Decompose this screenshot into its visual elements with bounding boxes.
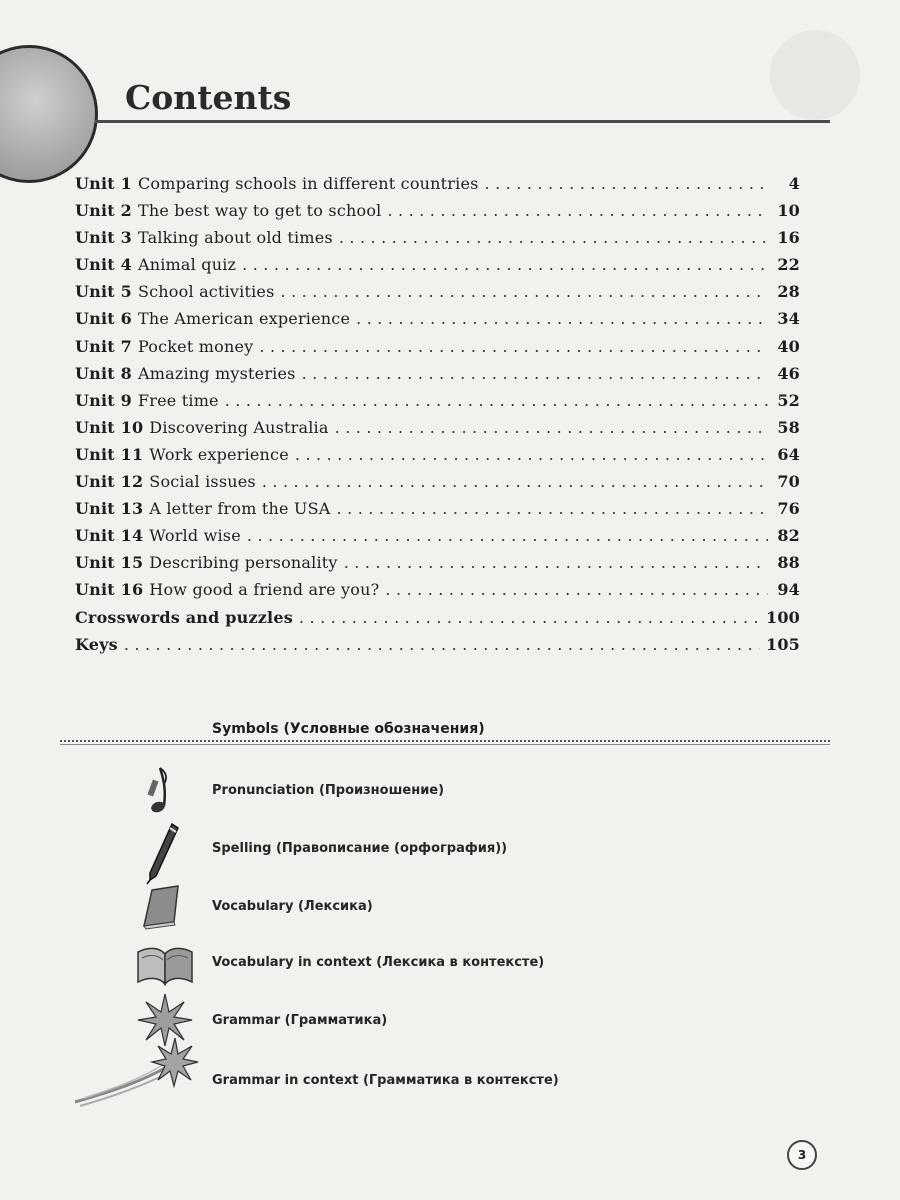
page-title: Contents (125, 78, 292, 117)
toc-title: Keys (75, 634, 118, 654)
toc-page-number: 10 (777, 201, 800, 221)
toc-leader-dots (356, 309, 768, 328)
toc-page-number: 4 (788, 174, 800, 193)
toc-leader-dots (337, 499, 768, 518)
toc-leader-dots (302, 364, 768, 383)
toc-unit-number: Unit 6 (75, 309, 132, 329)
toc-unit-number: Unit 1 (75, 174, 132, 193)
toc-leader-dots (339, 228, 768, 247)
toc-leader-dots (385, 580, 768, 599)
toc-title: Free time (137, 390, 219, 410)
toc-leader-dots (335, 418, 768, 437)
symbol-label: Grammar in context (Грамматика в контексте) (212, 1072, 559, 1088)
toc-leader-dots (124, 635, 760, 654)
toc-row (75, 580, 800, 607)
toc-page-number: 82 (777, 526, 800, 546)
symbol-item (130, 760, 690, 820)
closed-book-icon (130, 876, 200, 936)
toc-page-number: 76 (777, 499, 800, 519)
toc-row (75, 635, 800, 662)
toc-row (75, 418, 800, 445)
symbol-item (130, 818, 690, 878)
toc-title: World wise (149, 526, 241, 546)
toc-leader-dots (259, 337, 768, 356)
toc-page-number: 105 (766, 634, 800, 654)
symbols-divider-line (60, 744, 830, 745)
bleed-through-decoration (770, 30, 860, 120)
toc-page-number: 52 (777, 390, 800, 410)
toc-page-number: 28 (777, 282, 800, 302)
open-book-icon (130, 932, 200, 992)
toc-row (75, 499, 800, 526)
toc-title: Amazing mysteries (137, 363, 296, 383)
toc-leader-dots (299, 608, 760, 627)
toc-title: Animal quiz (137, 255, 237, 275)
toc-page-number: 94 (777, 580, 800, 600)
toc-row (75, 282, 800, 309)
toc-unit-number: Unit 3 (75, 228, 132, 248)
toc-row (75, 201, 800, 228)
symbol-label: Vocabulary (Лексика) (212, 898, 373, 914)
toc-unit-number: Unit 9 (75, 390, 132, 410)
toc-leader-dots (344, 553, 768, 572)
toc-unit-number: Unit 10 (75, 417, 144, 437)
toc-title: Social issues (149, 472, 256, 492)
toc-title: School activities (137, 282, 275, 302)
toc-page-number: 58 (777, 417, 800, 437)
symbol-item (130, 932, 690, 992)
toc-page-number: 34 (777, 309, 800, 329)
toc-title: Comparing schools in different countries (137, 174, 479, 193)
toc-row (75, 255, 800, 282)
toc-title: Work experience (149, 444, 289, 464)
toc-row (75, 391, 800, 418)
toc-title: The best way to get to school (137, 201, 382, 221)
toc-page-number: 22 (777, 255, 800, 275)
toc-row (75, 553, 800, 580)
toc-page-number: 88 (777, 553, 800, 573)
toc-leader-dots (387, 201, 768, 220)
symbol-label: Vocabulary in context (Лексика в контексте) (212, 954, 545, 970)
toc-row (75, 364, 800, 391)
toc-unit-number: Unit 8 (75, 363, 132, 383)
title-underline (95, 120, 830, 123)
symbol-label: Grammar (Грамматика) (212, 1012, 388, 1028)
toc-leader-dots (262, 472, 768, 491)
toc-unit-number: Unit 16 (75, 580, 144, 600)
toc-unit-number: Unit 11 (75, 444, 144, 464)
table-of-contents (75, 174, 800, 662)
corner-circle-decoration (0, 45, 98, 183)
toc-row (75, 309, 800, 336)
symbol-label: Pronunciation (Произношение) (212, 782, 445, 798)
toc-page-number: 64 (777, 444, 800, 464)
toc-unit-number: Unit 12 (75, 472, 144, 492)
toc-page-number: 46 (777, 363, 800, 383)
toc-title: The American experience (137, 309, 351, 329)
toc-unit-number: Unit 5 (75, 282, 132, 302)
toc-row (75, 472, 800, 499)
toc-title: Discovering Australia (149, 417, 329, 437)
toc-title: A letter from the USA (149, 499, 331, 519)
page-number: 3 (787, 1140, 817, 1170)
toc-page-number: 100 (766, 607, 800, 627)
toc-unit-number: Unit 14 (75, 526, 144, 546)
toc-leader-dots (281, 282, 769, 301)
toc-row (75, 228, 800, 255)
pen-icon (130, 818, 200, 878)
toc-page-number: 16 (777, 228, 800, 248)
toc-title: Describing personality (149, 553, 338, 573)
symbol-item (130, 1050, 690, 1110)
toc-leader-dots (295, 445, 768, 464)
toc-title: Pocket money (137, 336, 254, 356)
toc-row (75, 174, 800, 201)
symbols-divider (60, 740, 830, 742)
toc-unit-number: Unit 15 (75, 553, 144, 573)
symbol-item (130, 876, 690, 936)
toc-unit-number: Unit 2 (75, 201, 132, 221)
toc-row (75, 526, 800, 553)
toc-unit-number: Unit 4 (75, 255, 132, 275)
toc-row (75, 608, 800, 635)
shooting-star-icon (70, 1050, 140, 1110)
toc-title: Crosswords and puzzles (75, 607, 293, 627)
symbol-item (130, 990, 690, 1050)
music-note-icon (130, 760, 200, 820)
toc-leader-dots (225, 391, 768, 410)
toc-page-number: 40 (777, 336, 800, 356)
toc-row (75, 337, 800, 364)
toc-leader-dots (485, 174, 768, 193)
toc-leader-dots (242, 255, 768, 274)
toc-page-number: 70 (777, 472, 800, 492)
toc-unit-number: Unit 13 (75, 499, 144, 519)
symbols-heading: Symbols (Условные обозначения) (212, 721, 485, 737)
toc-unit-number: Unit 7 (75, 336, 132, 356)
toc-row (75, 445, 800, 472)
toc-leader-dots (247, 526, 768, 545)
symbol-label: Spelling (Правописание (орфография)) (212, 840, 508, 856)
toc-title: How good a friend are you? (149, 580, 380, 600)
toc-title: Talking about old times (137, 228, 333, 248)
